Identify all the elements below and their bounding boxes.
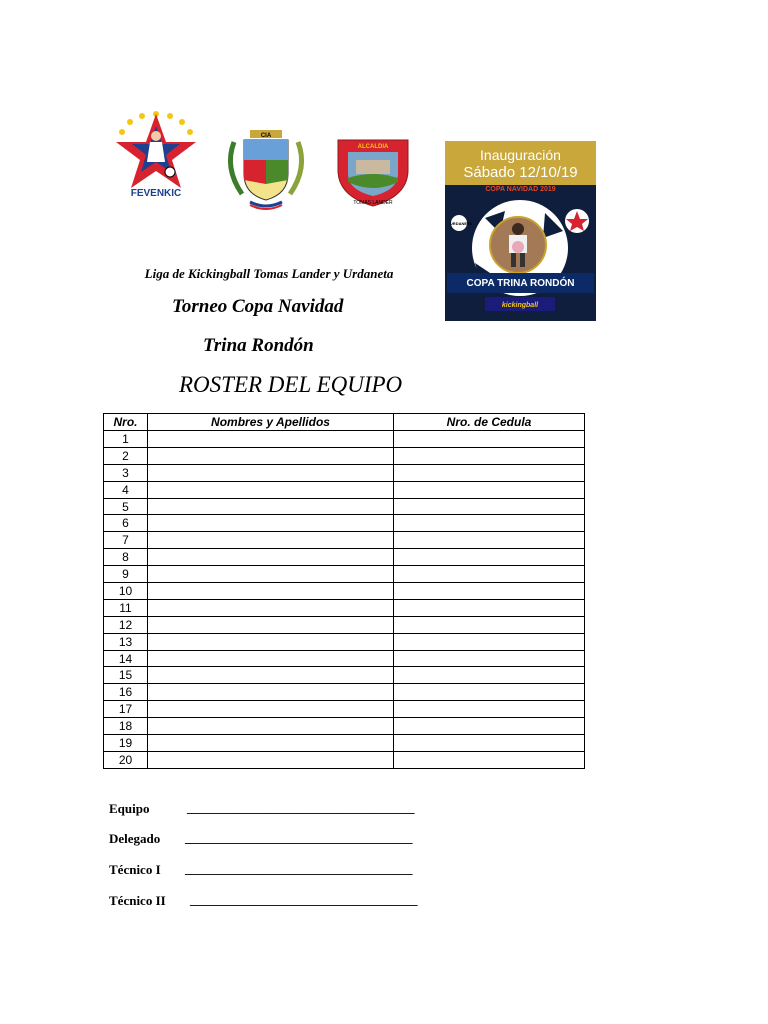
inauguration-poster <box>445 141 596 321</box>
name-cell[interactable] <box>148 735 394 752</box>
table-row <box>104 464 585 481</box>
row-number: 16 <box>104 684 148 701</box>
cedula-cell[interactable] <box>394 549 585 566</box>
league-name: Liga de Kickingball Tomas Lander y Urdaneta <box>144 266 394 281</box>
cedula-cell[interactable] <box>394 684 585 701</box>
table-row <box>104 735 585 752</box>
column-header-cedula: Nro. de Cedula <box>394 414 585 431</box>
table-row <box>104 616 585 633</box>
poster-line1: Inauguración <box>480 147 561 163</box>
honoree-name: Trina Rondón <box>203 335 314 356</box>
poster-line2: Sábado 12/10/19 <box>463 164 578 181</box>
row-number: 19 <box>104 735 148 752</box>
column-header-nro: Nro. <box>104 414 148 431</box>
cedula-cell[interactable] <box>394 735 585 752</box>
table-row <box>104 431 585 448</box>
poster-subtitle: COPA NAVIDAD 2019 <box>485 186 556 193</box>
table-row <box>104 481 585 498</box>
row-number: 8 <box>104 549 148 566</box>
field-delegado <box>109 830 413 847</box>
cedula-cell[interactable] <box>394 431 585 448</box>
field-tecnico-2 <box>109 892 418 909</box>
roster-title: ROSTER DEL EQUIPO <box>179 372 403 397</box>
table-header-row <box>104 414 585 431</box>
field-line[interactable]: ___________________________________ <box>187 800 415 815</box>
row-number: 2 <box>104 447 148 464</box>
row-number: 11 <box>104 599 148 616</box>
poster-badge-text: URDANETA <box>449 221 473 226</box>
field-tecnico-1 <box>109 861 413 878</box>
cedula-cell[interactable] <box>394 532 585 549</box>
name-cell[interactable] <box>148 751 394 768</box>
roster-table <box>103 413 585 769</box>
row-number: 13 <box>104 633 148 650</box>
name-cell[interactable] <box>148 633 394 650</box>
field-line[interactable]: ___________________________________ <box>190 892 418 907</box>
table-row <box>104 498 585 515</box>
name-cell[interactable] <box>148 701 394 718</box>
row-number: 14 <box>104 650 148 667</box>
poster-banner: COPA TRINA RONDÓN <box>466 278 575 289</box>
cedula-cell[interactable] <box>394 616 585 633</box>
cedula-cell[interactable] <box>394 751 585 768</box>
row-number: 3 <box>104 464 148 481</box>
table-row <box>104 599 585 616</box>
cedula-cell[interactable] <box>394 515 585 532</box>
table-row <box>104 751 585 768</box>
name-cell[interactable] <box>148 532 394 549</box>
row-number: 15 <box>104 667 148 684</box>
field-label: Técnico II <box>109 893 166 908</box>
row-number: 20 <box>104 751 148 768</box>
alcaldia-text: ALCALDIA <box>357 144 389 150</box>
table-row <box>104 667 585 684</box>
row-number: 18 <box>104 718 148 735</box>
table-row <box>104 633 585 650</box>
cedula-cell[interactable] <box>394 701 585 718</box>
name-cell[interactable] <box>148 718 394 735</box>
cedula-cell[interactable] <box>394 718 585 735</box>
name-cell[interactable] <box>148 583 394 600</box>
cedula-cell[interactable] <box>394 447 585 464</box>
row-number: 1 <box>104 431 148 448</box>
row-number: 5 <box>104 498 148 515</box>
name-cell[interactable] <box>148 464 394 481</box>
table-row <box>104 515 585 532</box>
cedula-cell[interactable] <box>394 599 585 616</box>
name-cell[interactable] <box>148 549 394 566</box>
name-cell[interactable] <box>148 447 394 464</box>
cedula-cell[interactable] <box>394 633 585 650</box>
table-row <box>104 549 585 566</box>
row-number: 12 <box>104 616 148 633</box>
table-row <box>104 447 585 464</box>
column-header-names: Nombres y Apellidos <box>148 414 394 431</box>
field-equipo <box>109 800 415 817</box>
cedula-cell[interactable] <box>394 464 585 481</box>
table-row <box>104 566 585 583</box>
name-cell[interactable] <box>148 566 394 583</box>
cedula-cell[interactable] <box>394 667 585 684</box>
alcaldia-subtext: TOMAS LANDER <box>353 200 393 206</box>
cedula-cell[interactable] <box>394 481 585 498</box>
field-label: Técnico I <box>109 862 161 877</box>
name-cell[interactable] <box>148 599 394 616</box>
table-row <box>104 650 585 667</box>
row-number: 4 <box>104 481 148 498</box>
municipal-coat-of-arms <box>220 124 312 212</box>
cedula-cell[interactable] <box>394 650 585 667</box>
name-cell[interactable] <box>148 684 394 701</box>
cedula-cell[interactable] <box>394 498 585 515</box>
name-cell[interactable] <box>148 481 394 498</box>
row-number: 7 <box>104 532 148 549</box>
field-line[interactable]: ___________________________________ <box>185 830 413 845</box>
name-cell[interactable] <box>148 616 394 633</box>
alcaldia-shield <box>330 134 416 208</box>
row-number: 9 <box>104 566 148 583</box>
row-number: 6 <box>104 515 148 532</box>
field-label: Delegado <box>109 831 161 846</box>
name-cell[interactable] <box>148 515 394 532</box>
name-cell[interactable] <box>148 431 394 448</box>
fevenkic-logo <box>110 106 202 202</box>
cedula-cell[interactable] <box>394 566 585 583</box>
poster-footer: kickingball <box>501 302 539 309</box>
name-cell[interactable] <box>148 650 394 667</box>
tournament-title: Torneo Copa Navidad <box>172 296 344 317</box>
row-number: 17 <box>104 701 148 718</box>
name-cell[interactable] <box>148 498 394 515</box>
shield-banner-text: CIA <box>260 133 272 139</box>
table-row <box>104 718 585 735</box>
table-row <box>104 583 585 600</box>
name-cell[interactable] <box>148 667 394 684</box>
table-row <box>104 701 585 718</box>
row-number: 10 <box>104 583 148 600</box>
field-label: Equipo <box>109 801 150 816</box>
field-line[interactable]: ___________________________________ <box>185 861 413 876</box>
cedula-cell[interactable] <box>394 583 585 600</box>
fevenkic-label: FEVENKIC <box>130 188 182 199</box>
table-row <box>104 532 585 549</box>
table-row <box>104 684 585 701</box>
